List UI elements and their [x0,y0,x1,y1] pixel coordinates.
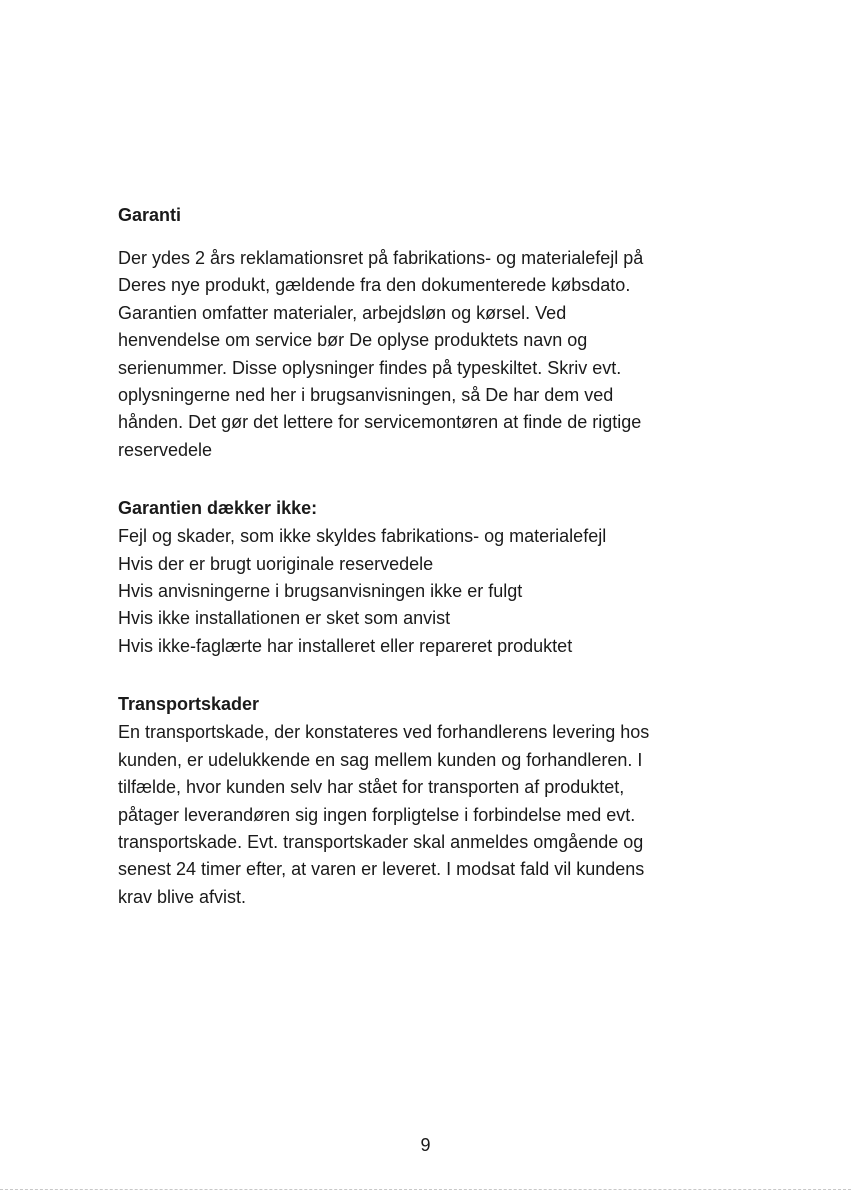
document-page [118,200,718,911]
section-paragraph [118,245,718,464]
text-line: Hvis ikke installationen er sket som anvist [118,608,451,629]
text-line: En transportskade, der konstateres ved forhandlerens levering hos [118,722,650,743]
section-heading: Transportskader [118,694,260,715]
text-line: oplysningerne ned her i brugsanvisningen, så De har dem ved [118,385,614,406]
section-heading: Garanti [118,205,182,225]
text-line: krav blive afvist. [118,886,247,907]
text-line: reservedele [118,439,213,460]
section-list [118,523,718,660]
section-garanti [118,200,718,464]
text-line: Fejl og skader, som ikke skyldes fabrikations- og materialefejl [118,526,607,547]
text-line: Deres nye produkt, gældende fra den dokumenterede købsdato. [118,275,631,296]
text-line: kunden, er udelukkende en sag mellem kunden og forhandleren. I [118,749,643,770]
text-line: påtager leverandøren sig ingen forpligtelse i forbindelse med evt. [118,804,636,825]
page-bottom-edge [0,1189,851,1190]
text-line: Der ydes 2 års reklamationsret på fabrikations- og materialefejl på [118,248,644,268]
text-line: senest 24 timer efter, at varen er leveret. I modsat fald vil kundens [118,859,645,880]
section-transportskader [118,689,718,911]
text-line: tilfælde, hvor kunden selv har stået for transporten af produktet, [118,777,625,798]
text-line: henvendelse om service bør De oplyse produktets navn og [118,330,588,351]
section-heading: Garantien dækker ikke: [118,498,318,519]
page-number: 9 [420,1135,431,1155]
text-line: Garantien omfatter materialer, arbejdsløn og kørsel. Ved [118,302,567,323]
text-line: transportskade. Evt. transportskader skal anmeldes omgående og [118,831,644,852]
text-line: hånden. Det gør det lettere for servicemontøren at finde de rigtige [118,412,642,433]
text-line: Hvis ikke-faglærte har installeret eller repareret produktet [118,635,573,656]
text-line: Hvis der er brugt uoriginale reservedele [118,553,434,574]
text-line: serienummer. Disse oplysninger findes på typeskiltet. Skriv evt. [118,357,622,378]
section-paragraph [118,719,718,911]
section-garantien-daekker-ikke [118,493,718,660]
text-line: Hvis anvisningerne i brugsanvisningen ikke er fulgt [118,581,523,602]
